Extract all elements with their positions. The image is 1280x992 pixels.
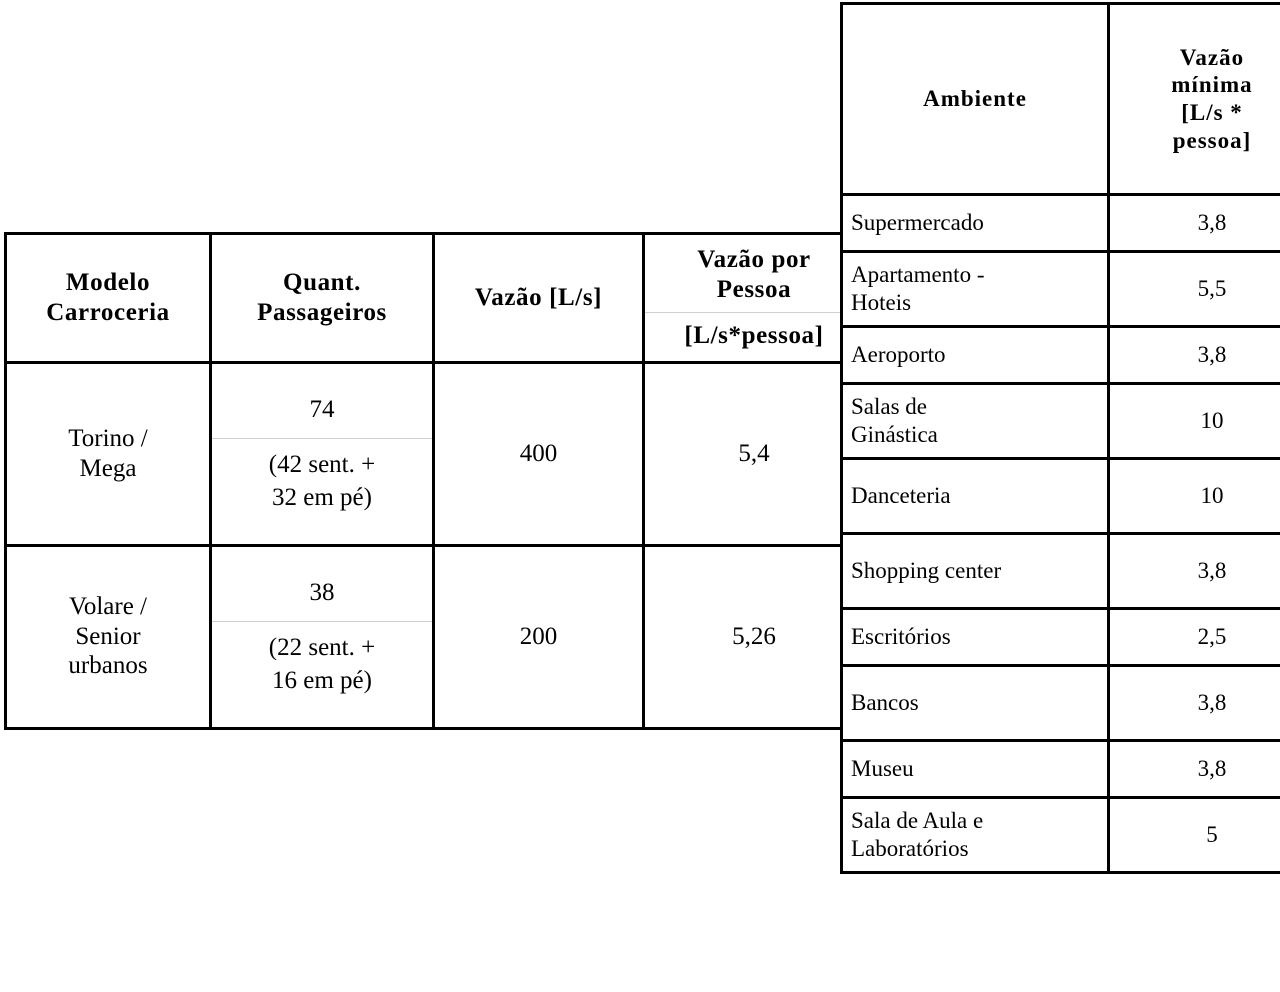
column-header-vazao-minima-line1: Vazão [1179, 44, 1245, 70]
cell-valor-sala-aula-laboratorios: 5 [1109, 798, 1280, 873]
column-header-vazao-pessoa-line2: Pessoa [716, 275, 792, 303]
table-row [842, 327, 1280, 384]
column-header-vazao-minima-line2: mínima [1171, 72, 1253, 98]
cell-valor-danceteria: 10 [1109, 459, 1280, 534]
column-header-vazao-pessoa-line1: Vazão por [697, 246, 811, 273]
cell-ambiente-ginastica-line2: Ginástica [851, 422, 938, 447]
column-header-quant-passageiros [211, 234, 434, 363]
column-header-modelo-line2: Carroceria [46, 298, 170, 326]
table-row [842, 384, 1280, 459]
table-row [6, 545, 865, 728]
cell-ambiente-apartamento-line1: Apartamento - [851, 262, 985, 288]
cell-modelo-2-line1: Volare / [69, 593, 147, 621]
column-header-vazao-minima [1109, 4, 1280, 195]
cell-ambiente-escritorios: Escritórios [842, 609, 1109, 666]
cell-ambiente-museu: Museu [842, 741, 1109, 798]
cell-vazao-pessoa-1: 5,4 [644, 362, 865, 545]
cell-ambiente-apartamento-line2: Hoteis [851, 290, 912, 315]
cell-passageiros-1 [211, 362, 434, 545]
tabela-vazao-minima-ambientes [840, 2, 1280, 874]
table-row [842, 195, 1280, 252]
cell-valor-apartamento-hoteis: 5,5 [1109, 252, 1280, 327]
column-header-vazao: Vazão [L/s] [434, 234, 644, 363]
table-row [842, 798, 1280, 873]
cell-valor-salas-ginastica: 10 [1109, 384, 1280, 459]
cell-modelo-1 [6, 362, 211, 545]
cell-valor-supermercado: 3,8 [1109, 195, 1280, 252]
cell-modelo-2 [6, 545, 211, 728]
cell-ambiente-danceteria: Danceteria [842, 459, 1109, 534]
cell-valor-shopping-center: 3,8 [1109, 534, 1280, 609]
cell-passageiros-2 [211, 545, 434, 728]
tabela-modelos-carroceria [4, 232, 866, 730]
table-header-row [842, 4, 1280, 195]
table-row [6, 362, 865, 545]
column-header-quant-line1: Quant. [283, 269, 361, 297]
column-header-modelo-line1: Modelo [65, 269, 151, 297]
cell-modelo-1-line1: Torino / [68, 425, 148, 452]
cell-passageiros-1-total: 74 [212, 379, 432, 440]
table-row [842, 666, 1280, 741]
table-row [842, 459, 1280, 534]
cell-passageiros-2-detail-line2: 16 em pé) [272, 666, 372, 694]
column-header-vazao-por-pessoa [644, 234, 865, 363]
cell-passageiros-1-detail-line1: (42 sent. + [268, 451, 376, 479]
cell-ambiente-ginastica-line1: Salas de [851, 394, 928, 420]
cell-valor-bancos: 3,8 [1109, 666, 1280, 741]
cell-modelo-2-line2: Senior [75, 622, 141, 650]
cell-ambiente-apartamento-hoteis [842, 252, 1109, 327]
cell-modelo-2-line3: urbanos [68, 652, 148, 680]
cell-ambiente-sala-aula-line1: Sala de Aula e [851, 808, 984, 834]
cell-vazao-pessoa-2: 5,26 [644, 545, 865, 728]
column-header-vazao-minima-line3: [L/s * [1181, 100, 1243, 125]
column-header-vazao-pessoa-title [645, 235, 863, 313]
left-table-container [4, 232, 824, 730]
table-header-row [6, 234, 865, 363]
cell-ambiente-supermercado: Supermercado [842, 195, 1109, 252]
cell-ambiente-salas-ginastica [842, 384, 1109, 459]
cell-ambiente-sala-aula-laboratorios [842, 798, 1109, 873]
column-header-modelo-carroceria [6, 234, 211, 363]
table-row [842, 609, 1280, 666]
column-header-ambiente: Ambiente [842, 4, 1109, 195]
cell-vazao-2: 200 [434, 545, 644, 728]
cell-passageiros-1-detail-line2: 32 em pé) [272, 483, 372, 511]
cell-passageiros-1-detail [212, 439, 432, 528]
table-row [842, 534, 1280, 609]
column-header-vazao-minima-line4: pessoa] [1172, 127, 1252, 153]
column-header-vazao-pessoa-unit: [L/s*pessoa] [684, 322, 824, 349]
column-header-quant-line2: Passageiros [257, 298, 387, 326]
cell-valor-aeroporto: 3,8 [1109, 327, 1280, 384]
cell-passageiros-2-detail-line1: (22 sent. + [268, 634, 376, 662]
cell-ambiente-sala-aula-line2: Laboratórios [851, 836, 969, 861]
cell-vazao-1: 400 [434, 362, 644, 545]
cell-ambiente-shopping-center: Shopping center [842, 534, 1109, 609]
cell-ambiente-aeroporto: Aeroporto [842, 327, 1109, 384]
table-row [842, 252, 1280, 327]
cell-modelo-1-line2: Mega [79, 454, 137, 482]
table-row [842, 741, 1280, 798]
cell-ambiente-bancos: Bancos [842, 666, 1109, 741]
cell-valor-escritorios: 2,5 [1109, 609, 1280, 666]
cell-valor-museu: 3,8 [1109, 741, 1280, 798]
cell-passageiros-2-detail [212, 622, 432, 711]
cell-passageiros-2-total: 38 [212, 562, 432, 623]
right-table-container [840, 2, 1276, 874]
